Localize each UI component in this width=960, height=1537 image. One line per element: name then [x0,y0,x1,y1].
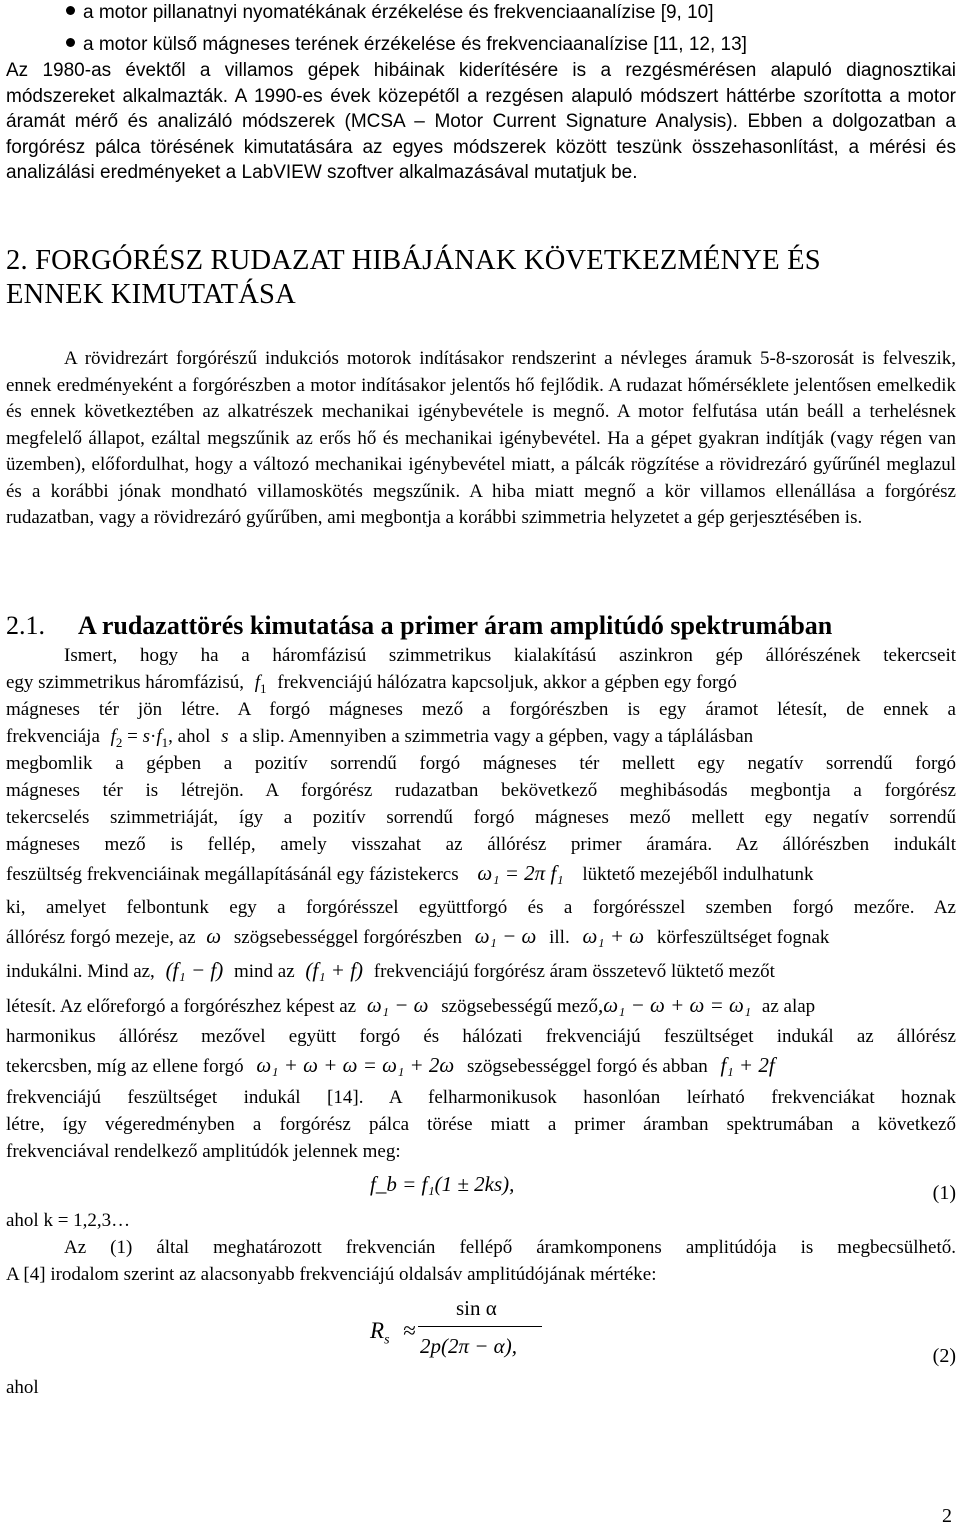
bullet-dot-icon [66,6,75,15]
text-line: egy szimmetrikus háromfázisú, $f_1$ frekvenciájú hálózatra kapcsoljuk, akkor a gépben egy forgó [6,672,737,696]
text-line: tekercsben, míg az ellene forgó ω₁ + ω + ω = ω₁ + 2ω szögsebességgel forgó és abban f₁ + 2f [6,1053,775,1077]
equation-1: f_b = f₁(1 ± 2ks), [370,1172,515,1196]
subsection-number: 2.1. [6,611,45,640]
text-line: mágneses mező is fellép, amely visszahat az állórész primer áramára. Az állórészben indukált [6,834,956,855]
section-heading: 2. FORGÓRÉSZ RUDAZAT HIBÁJÁNAK KÖVETKEZMÉNYE ÉS ENNEK KIMUTATÁSA [6,245,821,310]
text-line: ki, amelyet felbontunk egy a forgórésszel együttforgó és a forgórésszel szemben forgó mezőre. Az [6,897,956,918]
bullet-item: a motor pillanatnyi nyomatékának érzékelése és frekvenciaanalízise [9, 10] [66,2,714,24]
intro-paragraph: Az 1980-as évektől a villamos gépek hibáinak kiderítésére is a rezgésmérésen alapuló diagnosztikai módszereket alkalmazták. A 1990-es évek közepétől a rezgésen alapuló módszert háttérbe szorította a motor áramát mérő és analizáló módszerek (MCSA – Motor Current Signature Analysis). Ebben a dolgozatban a forgórész pálca törésének kimutatására az egyes módszerek között teszünk összehasonlítást, a mérési és analizálási eredményeket a LabVIEW szoftver alkalmazásával mutatjuk be. [6,60,956,183]
text-line: frekvenciájú feszültséget indukál [14]. A felharmonikusok hasonlóan leírható frekvenciákat hoznak [6,1087,956,1108]
page-number: 2 [942,1505,952,1527]
text-line: A [4] irodalom szerint az alacsonyabb frekvenciájú oldalsáv amplitúdójának mértéke: [6,1264,657,1285]
text-line: harmonikus állórész mezővel együtt forgó és hálózati frekvenciájú feszültséget indukál az állórész [6,1026,956,1047]
equation-2-numerator: sin α [456,1296,497,1320]
text-line: Isme​rt, hogy ha a háromfázisú szimmetrikus kialakítású aszinkron gép állórészének tekercseit [64,645,956,666]
subsection-heading [6,611,832,641]
text-line: feszültség frekvenciáinak megállapításánál egy fázistekercs ω₁ = 2π f₁ lüktető mezejéből indulhatunk [6,861,814,885]
section-paragraph: A rövidrezárt forgórészű indukciós motorok indításakor rendszerint a névleges áramuk 5-8-szorosát is felveszik, ennek eredményeként a forgórészben a motor indításakor jelentős hő fejlődik. A rudazat hőmérséklete jelentősen emelkedik és ennek következtében az alkatrészek mechanikai igénybevétele is megnő. A motor felfutása után beáll a terhelésnek megfelelő állapot, ezáltal megszűnik az erős hő és mechanikai igénybevétel. Ha a gépet gyakran indítják (vagy régen van üzemben), előfordulhat, hogy a változó mechanikai igénybevétel miatt, a pálcák rögzítése a rövidrezáró gyűrűnél meglazul és a korábbi jónak mondható villamoskötés megszűnik. A hiba miatt megnő a kör villamos ellenállása a forgórész rudazatban, vagy a rövidrezáró gyűrűben, ami megbontja a korábbi szimmetria helyzetet a gép gerjesztésében is. [6,348,956,528]
fraction-bar [418,1326,542,1327]
bullet-dot-icon [66,38,75,47]
text-line: létre, így végeredményben a forgórész pálca törése miatt a primer áramban spektrumában a következő [6,1114,956,1135]
text-line: mágneses tér is létrejön. A forgórész rudazatban bekövetkező meghibásodás megbontja a forgórész [6,780,956,801]
text-line: Az (1) által meghatározott frekvencián fellépő áramkomponens amplitúdója is megbecsülhető. [64,1237,956,1258]
math-f1: f [254,672,260,693]
text-line: frekvenciája $f_2 = s\cdot f_1$, ahol s a slip. Amennyiben a szimmetria vagy a gépben, vagy a táplálásban [6,726,754,750]
bullet-item: a motor külső mágneses terének érzékelése és frekvenciaanalízise [11, 12, 13] [66,34,747,56]
math-omega1-eq: ω₁ = 2π f₁ [477,861,564,885]
equation-2-denominator: 2p(2π − α), [420,1334,517,1358]
text-line: ahol k = 1,2,3… [6,1210,131,1231]
text-line: megbomlik a gépben a pozitív sorrendű forgó mágneses tér mellett egy negatív sorrendű forgó [6,753,956,774]
equation-2-lhs: $R_s$ ≈ [370,1318,416,1348]
equation-1-number: (1) [932,1182,956,1204]
math-f2-expr: $f_2 = s\cdot f_1$ [110,726,169,750]
text-line: létesít. Az előreforgó a forgórészhez képest az ω₁ − ω szögsebességű mező,ω₁ − ω + ω = ω₁ az alap [6,993,816,1017]
subsection-title: A rudazattörés kimutatása a primer áram amplitúdó spektrumában [78,611,833,640]
text-line: indukálni. Mind az, (f₁ − f) mind az (f₁ + f) frekvenciájú forgórész áram összetevő lüktető mezőt [6,958,775,982]
text-line: mágneses tér jön létre. A forgó mágneses mező a forgórészben is egy áramot létesít, de ennek a [6,699,956,720]
text-line: tekercselés szimmetriáját, így a pozitív sorrendű forgó mágneses mező mellett egy negatív sorrendű [6,807,956,828]
equation-2-number: (2) [932,1345,956,1367]
text-line: ahol [6,1377,39,1398]
text-line: állórész forgó mezeje, az ω szögsebességgel forgórészben ω₁ − ω ill. ω₁ + ω körfeszültséget fognak [6,924,830,948]
text-line: frekvenciával rendelkező amplitúdók jelennek meg: [6,1141,401,1162]
